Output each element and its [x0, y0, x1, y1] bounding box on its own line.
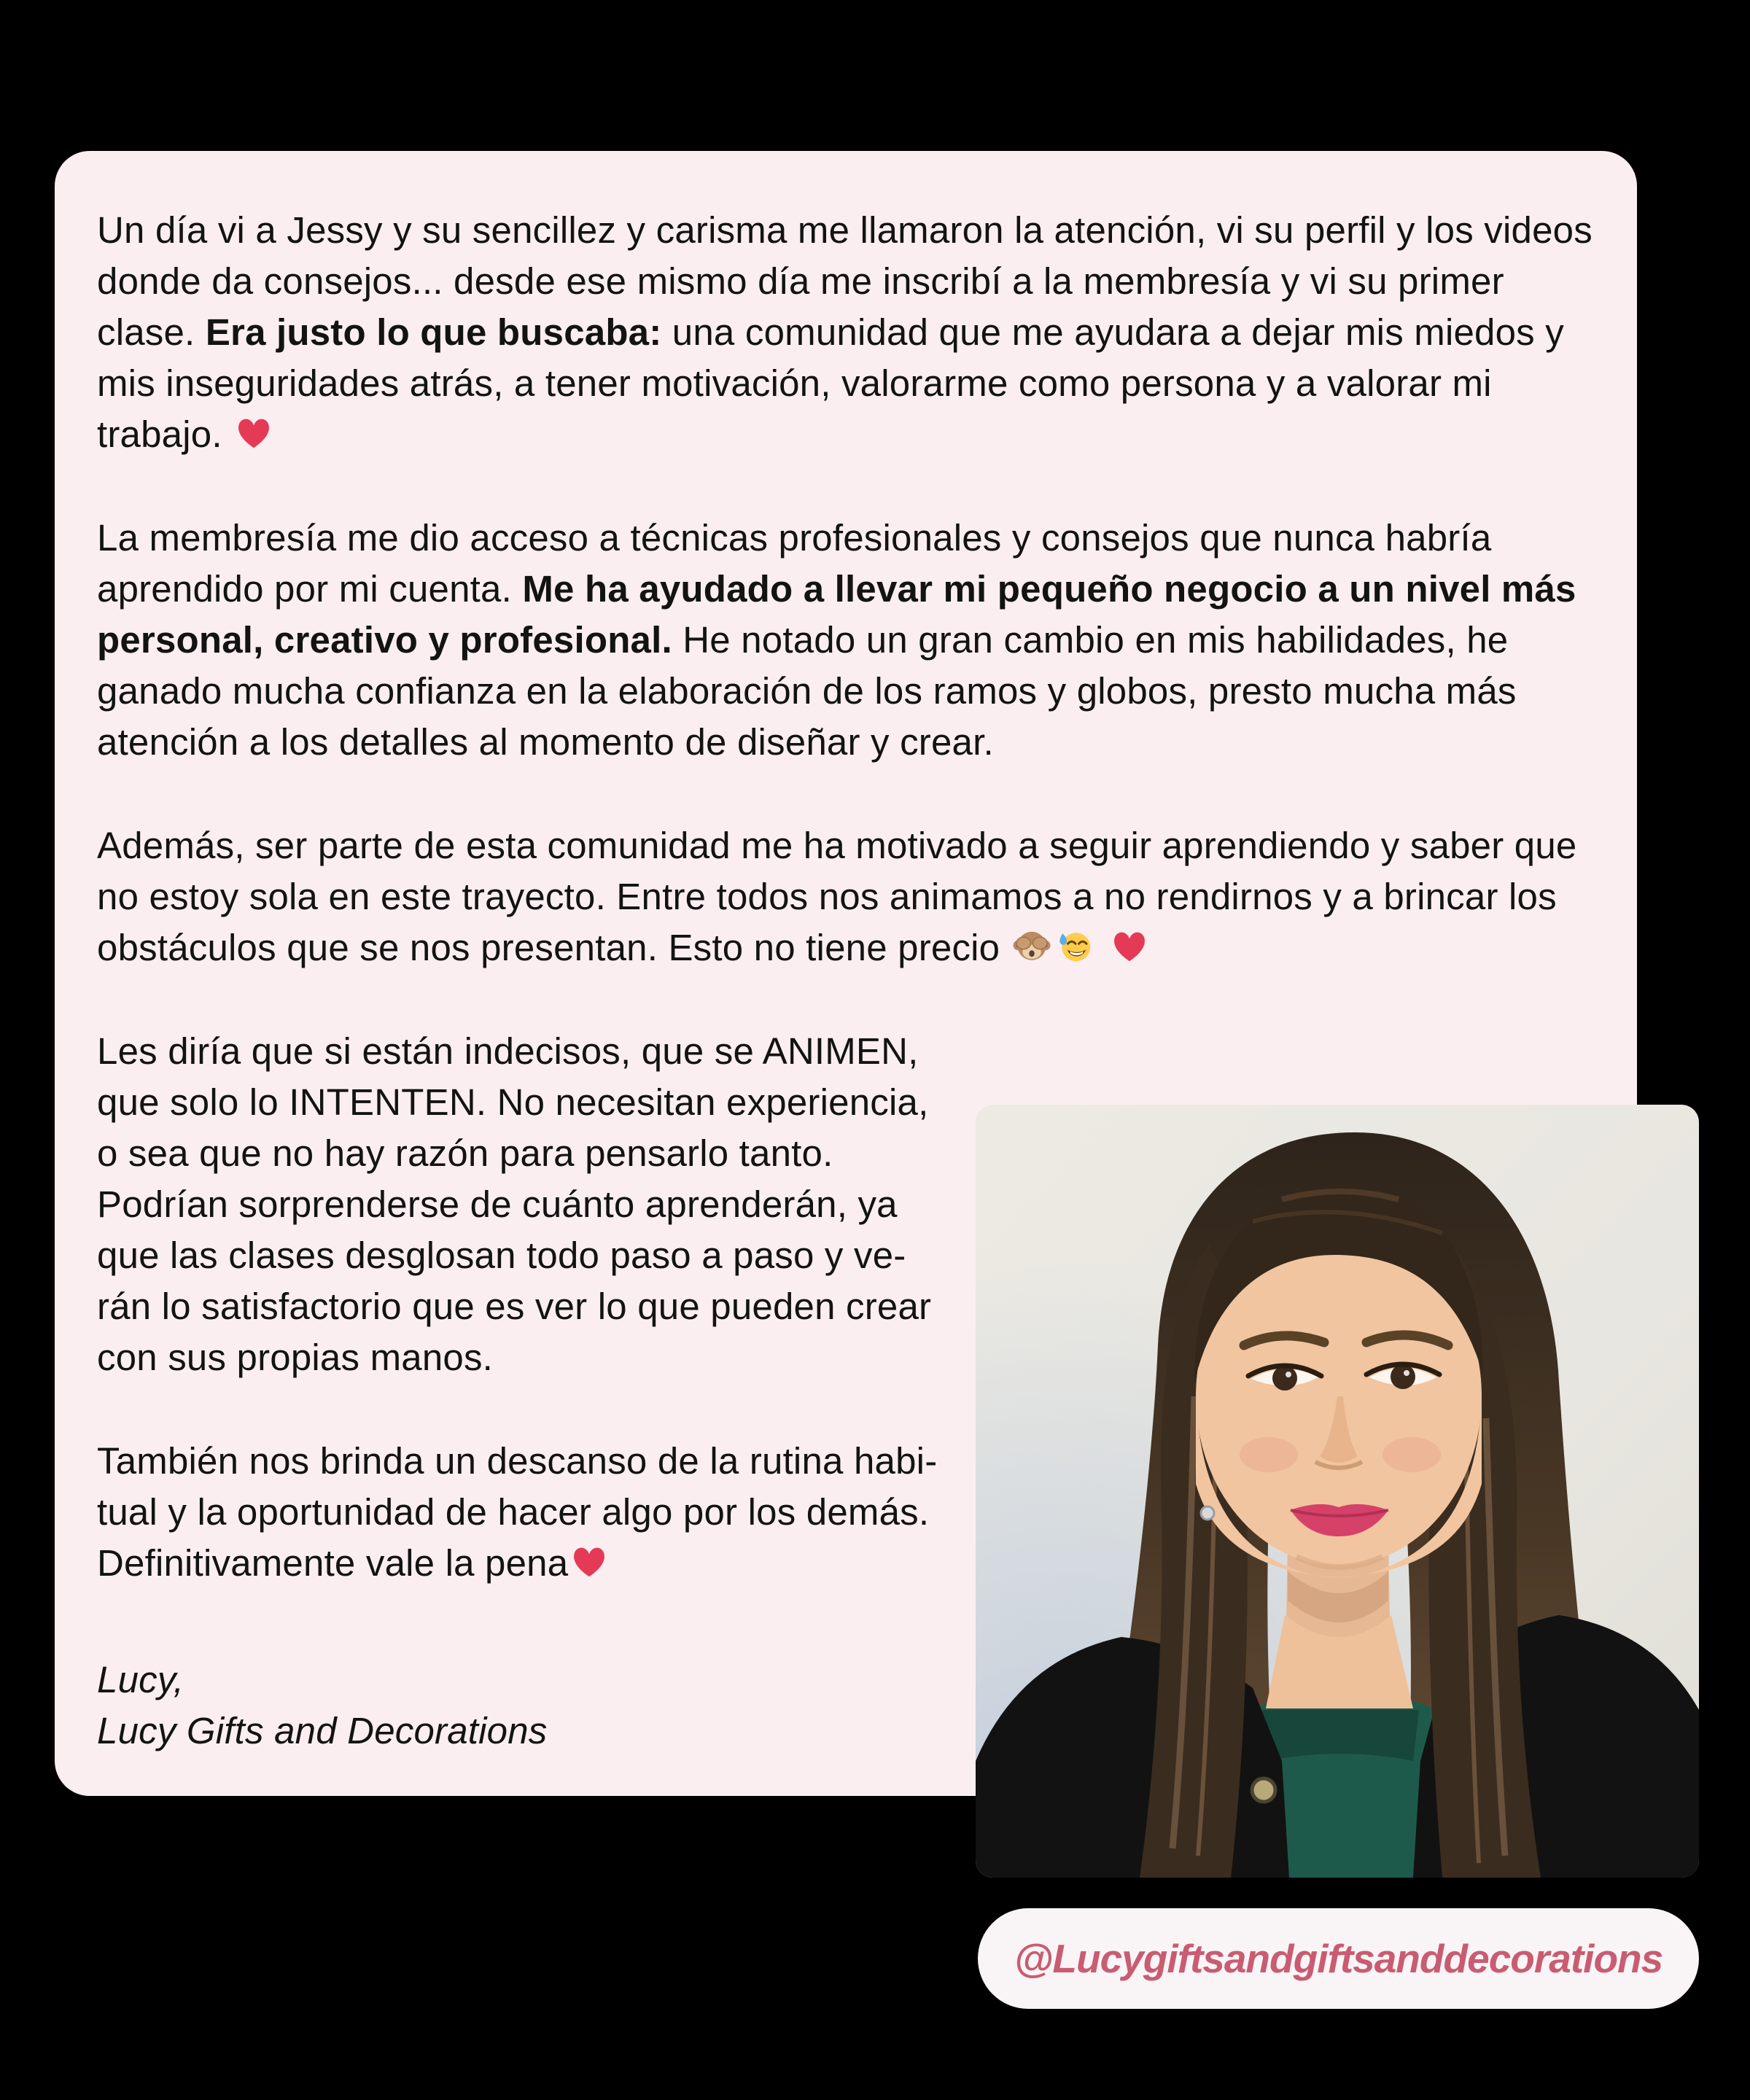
customer-photo: [976, 1105, 1699, 1878]
text-run: También nos brinda un descanso de la rutina habitual y la oportunidad de hacer algo por los demás. Definitivamente vale la pena: [97, 1440, 938, 1584]
text-run: Un día vi a Jessy y su sencillez y carisma me llamaron la atención, vi su perfil y los videos donde da consejos... desde ese mismo día me inscribí a la membresía y vi su primer clase.: [97, 209, 1592, 353]
paragraph-advice-text: [97, 1030, 931, 1378]
text-run: [1098, 927, 1108, 968]
social-handle-badge: [978, 1908, 1699, 2009]
paragraph-community: [97, 820, 1596, 973]
text-run: una comunidad que me ayudara a dejar mis miedos y mis inseguridades atrás, a tener motivación, valorarme como persona y a valorar mi trabajo.: [97, 311, 1564, 455]
emoji-heart-icon: [234, 413, 273, 453]
social-handle-text: @Lucygiftsandgiftsanddecorations: [1014, 1936, 1663, 1981]
emoji-sweat-smile-icon: [1056, 927, 1095, 966]
text-run: Les diría que si están indecisos, que se ANIMEN, que solo lo INTENTEN. No necesitan experiencia, o sea que no hay razón para pensarlo tanto. Podrían sorprenderse de cuánto aprenderán, ya que las clases desglosan todo paso a paso y verán lo satisfactorio que es ver lo que pueden crear con sus propias manos.: [97, 1030, 932, 1378]
bold-text-run: Me ha ayudado a llevar mi pequeño negocio a un nivel más personal, creativo y profesional.: [97, 568, 1576, 661]
paragraph-intro: [97, 205, 1596, 460]
bold-text-run: Era justo lo que buscaba:: [205, 311, 662, 353]
emoji-heart-icon: [1110, 927, 1149, 966]
customer-portrait-illustration: [976, 1105, 1699, 1878]
earring: [1201, 1506, 1214, 1520]
text-run: La membresía me dio acceso a técnicas profesionales y consejos que nunca habría aprendido por mi cuenta.: [97, 517, 1492, 610]
signature-name: Lucy,: [97, 1659, 184, 1700]
text-run: Además, ser parte de esta comunidad me ha motivado a seguir aprendiendo y saber que no estoy sola en este trayecto. Entre todos nos animamos a no rendirnos y a brincar los obstáculos que se nos presentan. Esto no tiene precio: [97, 825, 1577, 968]
emoji-see-no-evil-icon: [1012, 927, 1051, 966]
cardigan-button: [1252, 1778, 1275, 1802]
emoji-heart-icon: [569, 1542, 609, 1582]
paragraph-membership: [97, 513, 1596, 768]
signature-business: Lucy Gifts and Decorations: [97, 1710, 548, 1751]
text-run: He notado un gran cambio en mis habilidades, he ganado mucha confianza en la elaboración de los ramos y globos, presto mucha más atención a los detalles al momento de diseñar y crear.: [97, 619, 1517, 763]
